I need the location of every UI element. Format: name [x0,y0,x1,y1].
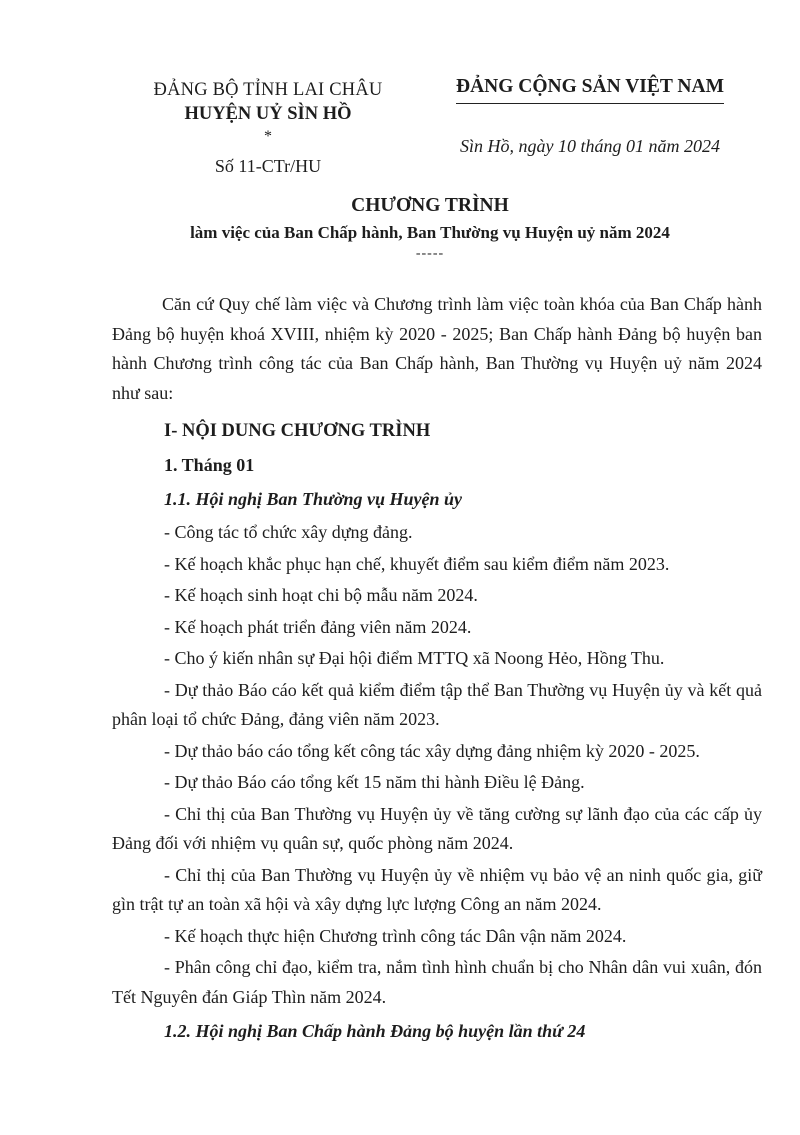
list-item: - Kế hoạch thực hiện Chương trình công tác Dân vận năm 2024. [164,925,627,946]
intro-paragraph: Căn cứ Quy chế làm việc và Chương trình làm việc toàn khóa của Ban Chấp hành Đảng bộ huyện khoá XVIII, nhiệm kỳ 2020 - 2025; Ban Chấp hành Đảng bộ huyện ban hành Chương trình công tác của Ban Chấp hành, Ban Thường vụ Huyện uỷ năm 2024 như sau: [112,294,762,403]
agenda-list [112,518,762,1012]
subsection-heading-1-1: 1.1. Hội nghị Ban Thường vụ Huyện ủy [164,489,463,509]
month-heading: 1. Tháng 01 [164,455,255,475]
section-heading: I- NỘI DUNG CHƯƠNG TRÌNH [164,421,431,441]
subsection-heading-1-2: 1.2. Hội nghị Ban Chấp hành Đảng bộ huyện lần thứ 24 [164,1021,586,1041]
org-line-1: ĐẢNG BỘ TỈNH LAI CHÂU [153,80,383,100]
list-item: - Dự thảo Báo cáo kết quả kiểm điểm tập thể Ban Thường vụ Huyện ủy và kết quả phân loại tổ chức Đảng, đảng viên năm 2023. [112,679,762,729]
list-item: - Dự thảo báo cáo tổng kết công tác xây dựng đảng nhiệm kỳ 2020 - 2025. [164,740,700,761]
list-item: - Kế hoạch sinh hoạt chi bộ mẫu năm 2024. [164,585,478,605]
document-number: Số 11-CTr/HU [214,156,322,176]
title-subtitle: làm việc của Ban Chấp hành, Ban Thường vụ Huyện uỷ năm 2024 [190,223,670,242]
org-line-2: HUYỆN UỶ SÌN HỒ [184,104,352,124]
title-divider: ----- [415,246,445,261]
date-line: Sìn Hồ, ngày 10 tháng 01 năm 2024 [460,136,720,156]
title-main: CHƯƠNG TRÌNH [351,195,509,216]
list-item: - Công tác tổ chức xây dựng đảng. [164,522,413,542]
list-item: - Cho ý kiến nhân sự Đại hội điểm MTTQ xã Noong Hẻo, Hồng Thu. [164,648,665,668]
list-item: - Kế hoạch khắc phục hạn chế, khuyết điểm sau kiểm điểm năm 2023. [164,553,670,574]
issuing-organization [118,78,418,178]
list-item: - Kế hoạch phát triển đảng viên năm 2024. [164,616,472,637]
list-item: - Chỉ thị của Ban Thường vụ Huyện ủy về tăng cường sự lãnh đạo của các cấp ủy Đảng đối với nhiệm vụ quân sự, quốc phòng năm 2024. [112,803,762,853]
list-item: - Phân công chỉ đạo, kiểm tra, nắm tình hình chuẩn bị cho Nhân dân vui xuân, đón Tết Nguyên đán Giáp Thìn năm 2024. [112,957,762,1007]
list-item: - Dự thảo Báo cáo tổng kết 15 năm thi hành Điều lệ Đảng. [164,772,585,792]
party-name: ĐẢNG CỘNG SẢN VIỆT NAM [456,74,724,104]
star-mark: * [264,128,272,145]
party-header [440,74,740,158]
document-title [0,192,800,261]
list-item: - Chỉ thị của Ban Thường vụ Huyện ủy về nhiệm vụ bảo vệ an ninh quốc gia, giữ gìn trật tự an toàn xã hội và xây dựng lực lượng Công an năm 2024. [112,864,762,914]
document-body [112,290,762,1046]
